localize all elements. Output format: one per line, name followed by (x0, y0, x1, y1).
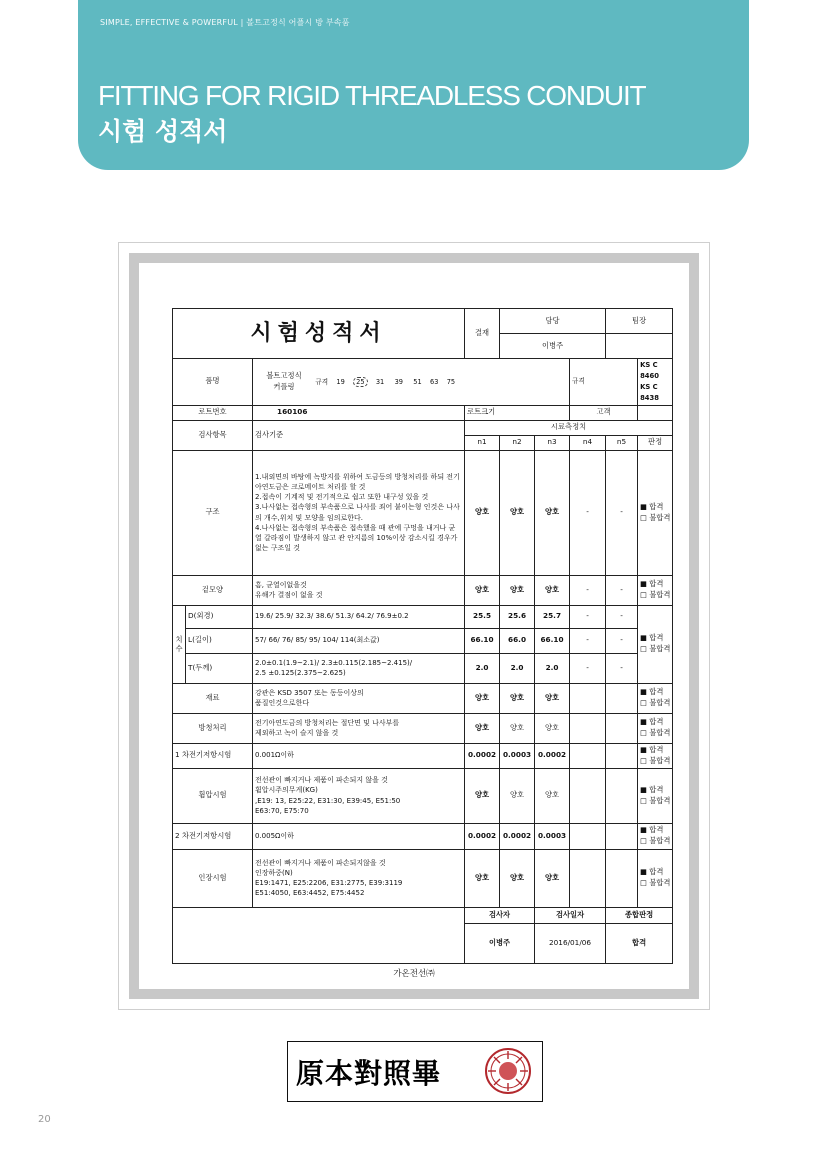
value-cell: 양호 (465, 450, 500, 575)
verdict-cell (638, 849, 673, 907)
page-number: 20 (38, 1114, 51, 1125)
value-cell: - (570, 628, 606, 653)
dim-d-label: D(외경) (186, 605, 253, 628)
value-cell: 0.0003 (500, 743, 535, 768)
value-cell: 양호 (535, 575, 570, 605)
verdict-pass: ■ 합격 (640, 579, 664, 589)
value-cell (570, 683, 606, 713)
inspector-name: 이병주 (465, 923, 535, 963)
overall-result: 합격 (606, 923, 673, 963)
standard-ks-8460: KS C 8460 (640, 361, 659, 380)
value-cell: 2.0 (535, 653, 570, 683)
header-banner (78, 0, 749, 170)
criteria-line: 인장하중(N) (255, 868, 293, 877)
value-cell (570, 849, 606, 907)
product-label: 품명 (173, 359, 253, 406)
value-cell: 0.0002 (535, 743, 570, 768)
value-cell: 양호 (465, 768, 500, 823)
date-label: 검사일자 (535, 907, 606, 923)
verdict-cell (638, 823, 673, 849)
size-label: 규격 (315, 377, 329, 386)
value-cell: 양호 (465, 683, 500, 713)
criteria-line: E63:70, E75:70 (255, 806, 309, 815)
customer-label: 고객 (570, 405, 638, 420)
criteria-line: 품질인것으로한다 (255, 699, 310, 707)
criteria-line: E51:4050, E63:4452, E75:4452 (255, 889, 365, 898)
criteria-line: 제외하고 녹이 슬지 않을 것 (255, 729, 339, 737)
value-cell: - (606, 575, 638, 605)
value-cell: 양호 (535, 713, 570, 743)
value-cell: 양호 (535, 683, 570, 713)
verdict-pass: ■ 합격 (640, 784, 664, 794)
verdict-cell (638, 743, 673, 768)
value-cell (606, 683, 638, 713)
value-cell: - (606, 450, 638, 575)
verdict-pass: ■ 합격 (640, 867, 664, 877)
criteria-line: 전선관이 빠지거나 제품이 파손되지않을 것 (255, 858, 386, 867)
criteria-line: 흠, 균열이없을것 (255, 580, 307, 589)
value-cell (606, 768, 638, 823)
inspection-date: 2016/01/06 (535, 923, 606, 963)
value-cell: - (606, 605, 638, 628)
header-n1: n1 (465, 435, 500, 450)
criteria-line: E19:1471, E25:2206, E31:2775, E39:3119 (255, 879, 403, 887)
criteria-line: ,E19: 13, E25:22, E31:30, E39:45, E51:50 (255, 796, 401, 805)
stamp-text: 原本對照畢 (296, 1057, 442, 1090)
verdict-fail: □ 불합격 (640, 795, 671, 805)
value-cell: 66.10 (465, 628, 500, 653)
criteria-line: 유해가 결점이 없을 것 (255, 591, 323, 599)
value-cell: 양호 (535, 450, 570, 575)
value-cell: 25.5 (465, 605, 500, 628)
verdict-cell (638, 713, 673, 743)
value-cell (570, 713, 606, 743)
row-rustproof-label: 방청처리 (173, 713, 253, 743)
value-cell: - (606, 653, 638, 683)
verdict-fail: □ 불합격 (640, 755, 671, 765)
dim-l-label: L(길이) (186, 628, 253, 653)
criteria-line: 2.5 ±0.125(2.375~2.625) (255, 669, 346, 677)
dimension-group-label: 치수 (173, 605, 186, 683)
approval-manager-sign (606, 334, 673, 359)
value-cell: 0.0003 (535, 823, 570, 849)
dim-t-label: T(두께) (186, 653, 253, 683)
row-material-criteria (253, 683, 465, 713)
value-cell: - (570, 653, 606, 683)
row-structure-criteria (253, 450, 465, 575)
header-title: FITTING FOR RIGID THREADLESS CONDUIT (98, 80, 646, 111)
value-cell: 2.0 (500, 653, 535, 683)
value-cell: 66.10 (535, 628, 570, 653)
overall-label: 종합판정 (606, 907, 673, 923)
verdict-pass: ■ 합격 (640, 825, 664, 835)
value-cell: 0.0002 (465, 823, 500, 849)
criteria-line: 2.접속이 기계적 및 전기적으로 쉽고 또한 내구성 있을 것 (255, 493, 429, 502)
value-cell: 2.0 (465, 653, 500, 683)
value-cell: 양호 (465, 849, 500, 907)
header-n5: n5 (606, 435, 638, 450)
header-n2: n2 (500, 435, 535, 450)
verdict-fail: □ 불합격 (640, 878, 671, 887)
value-cell: 양호 (535, 768, 570, 823)
criteria-line: 1.내외면의 바탕에 녹방지를 위하여 도금등의 방청처리를 하되 전기아연도금은 크로메이트 처리를 할 것 (255, 472, 460, 492)
value-cell: - (606, 628, 638, 653)
header-item: 검사항목 (173, 420, 253, 450)
header-n3: n3 (535, 435, 570, 450)
verdict-fail: □ 불합격 (640, 728, 671, 737)
criteria-line: 전기아연도금의 방청처리는 절단면 및 나사부를 (255, 718, 400, 727)
value-cell: 양호 (500, 575, 535, 605)
verdict-pass: ■ 합격 (640, 501, 664, 511)
size-51: 51 (413, 377, 422, 386)
standard-values (638, 359, 673, 406)
value-cell (606, 849, 638, 907)
value-cell (606, 743, 638, 768)
criteria-line: 2.0±0.1(1.9~2.1)/ 2.3±0.115(2.185~2.415)/ (255, 658, 413, 667)
value-cell: 양호 (500, 849, 535, 907)
value-cell: 양호 (535, 849, 570, 907)
dim-l-criteria: 57/ 66/ 76/ 85/ 95/ 104/ 114(최소값) (253, 628, 465, 653)
inspector-label: 검사자 (465, 907, 535, 923)
verdict-pass: ■ 합격 (640, 717, 664, 727)
certified-copy-stamp (287, 1041, 543, 1102)
approval-person: 이병주 (500, 334, 606, 359)
verdict-cell (638, 605, 673, 683)
value-cell: - (570, 605, 606, 628)
size-63: 63 (430, 377, 439, 386)
row-structure-label: 구조 (173, 450, 253, 575)
verdict-fail: □ 불합격 (640, 512, 671, 522)
value-cell (570, 768, 606, 823)
size-31: 31 (375, 377, 385, 386)
value-cell: 양호 (500, 713, 535, 743)
lot-label: 로트번호 (173, 405, 253, 420)
row-resistance2-label: 2 차전기저항시험 (173, 823, 253, 849)
verdict-cell (638, 683, 673, 713)
footer-blank (173, 907, 465, 963)
lot-number: 160106 (253, 405, 465, 420)
value-cell: 0.0002 (500, 823, 535, 849)
value-cell (570, 823, 606, 849)
row-tensile-label: 인장시험 (173, 849, 253, 907)
verdict-fail: □ 불합격 (640, 590, 671, 599)
standard-ks-8438: KS C 8438 (640, 382, 659, 402)
criteria-line: 전선관이 빠지거나 제품이 파손되지 않을 것 (255, 776, 388, 785)
row-resistance1-label: 1 차전기저항시험 (173, 743, 253, 768)
verdict-fail: □ 불합격 (640, 644, 671, 653)
row-appearance-criteria (253, 575, 465, 605)
criteria-line: 4.나사없는 접속형의 부속품은 접속했을 때 관에 구멍을 내거나 균열 갈라짐이 발생하지 않고 관 안지름의 10%이상 감소시킬 경우가 없는 구조일 것 (255, 523, 458, 552)
verdict-fail: □ 불합격 (640, 698, 671, 707)
header-verdict: 판정 (638, 435, 673, 450)
value-cell: - (570, 450, 606, 575)
size-25-circled: 25 (353, 377, 367, 387)
value-cell: 양호 (500, 768, 535, 823)
header-criteria: 검사기준 (253, 420, 465, 450)
value-cell: 66.0 (500, 628, 535, 653)
test-report-table (172, 308, 673, 964)
red-seal-icon (484, 1047, 532, 1095)
value-cell: 양호 (465, 713, 500, 743)
header-n4: n4 (570, 435, 606, 450)
size-39: 39 (394, 377, 403, 386)
approval-label: 결재 (465, 309, 500, 359)
verdict-cell (638, 575, 673, 605)
value-cell: - (570, 575, 606, 605)
verdict-cell (638, 768, 673, 823)
approval-col-manager: 팀장 (606, 309, 673, 334)
row-resistance1-criteria: 0.001Ω이하 (253, 743, 465, 768)
header-tagline: SIMPLE, EFFECTIVE & POWERFUL | 볼트고정식 어플시 방 부속품 (100, 18, 350, 27)
row-appearance-label: 겉모양 (173, 575, 253, 605)
criteria-line: 강관은 KSD 3507 또는 동등이상의 (255, 688, 364, 697)
lot-size-label: 로트크기 (465, 405, 570, 420)
criteria-line: 휨압시주의무게(KG) (255, 786, 318, 795)
value-cell (606, 713, 638, 743)
row-material-label: 재료 (173, 683, 253, 713)
row-bending-label: 휨압시험 (173, 768, 253, 823)
value-cell: 0.0002 (465, 743, 500, 768)
customer-value (638, 405, 673, 420)
verdict-cell (638, 450, 673, 575)
certificate-border (129, 253, 699, 999)
dim-t-criteria (253, 653, 465, 683)
row-resistance2-criteria: 0.005Ω이하 (253, 823, 465, 849)
standard-label: 규격 (570, 359, 638, 406)
value-cell (570, 743, 606, 768)
certificate-paper (139, 263, 689, 989)
product-name-2: 커플링 (273, 381, 295, 391)
value-cell: 25.7 (535, 605, 570, 628)
value-cell (606, 823, 638, 849)
product-cell (253, 359, 570, 406)
row-tensile-criteria (253, 849, 465, 907)
size-19: 19 (336, 377, 345, 386)
certificate-frame (118, 242, 710, 1010)
verdict-pass: ■ 합격 (640, 687, 664, 697)
row-bending-criteria (253, 768, 465, 823)
verdict-pass: ■ 합격 (640, 633, 664, 643)
value-cell: 양호 (500, 683, 535, 713)
value-cell: 25.6 (500, 605, 535, 628)
approval-col-staff: 담당 (500, 309, 606, 334)
criteria-line: 3.나사없는 접속형의 부속품으로 나사를 죄어 붙이는형 인것은 나사의 개수,위치 및 모양을 임의로한다. (255, 503, 460, 522)
company-name: 가온전선㈜ (393, 969, 435, 979)
product-name-1: 볼트고정식 (266, 370, 302, 380)
report-title: 시험성적서 (173, 309, 465, 359)
value-cell: 양호 (465, 575, 500, 605)
value-cell: 양호 (500, 450, 535, 575)
verdict-fail: □ 불합격 (640, 836, 671, 845)
verdict-pass: ■ 합격 (640, 744, 664, 754)
dim-d-criteria: 19.6/ 25.9/ 32.3/ 38.6/ 51.3/ 64.2/ 76.9±0.2 (253, 605, 465, 628)
row-rustproof-criteria (253, 713, 465, 743)
size-75: 75 (446, 377, 456, 386)
header-sample: 시료측정치 (465, 420, 673, 435)
header-subtitle: 시험 성적서 (98, 117, 228, 146)
